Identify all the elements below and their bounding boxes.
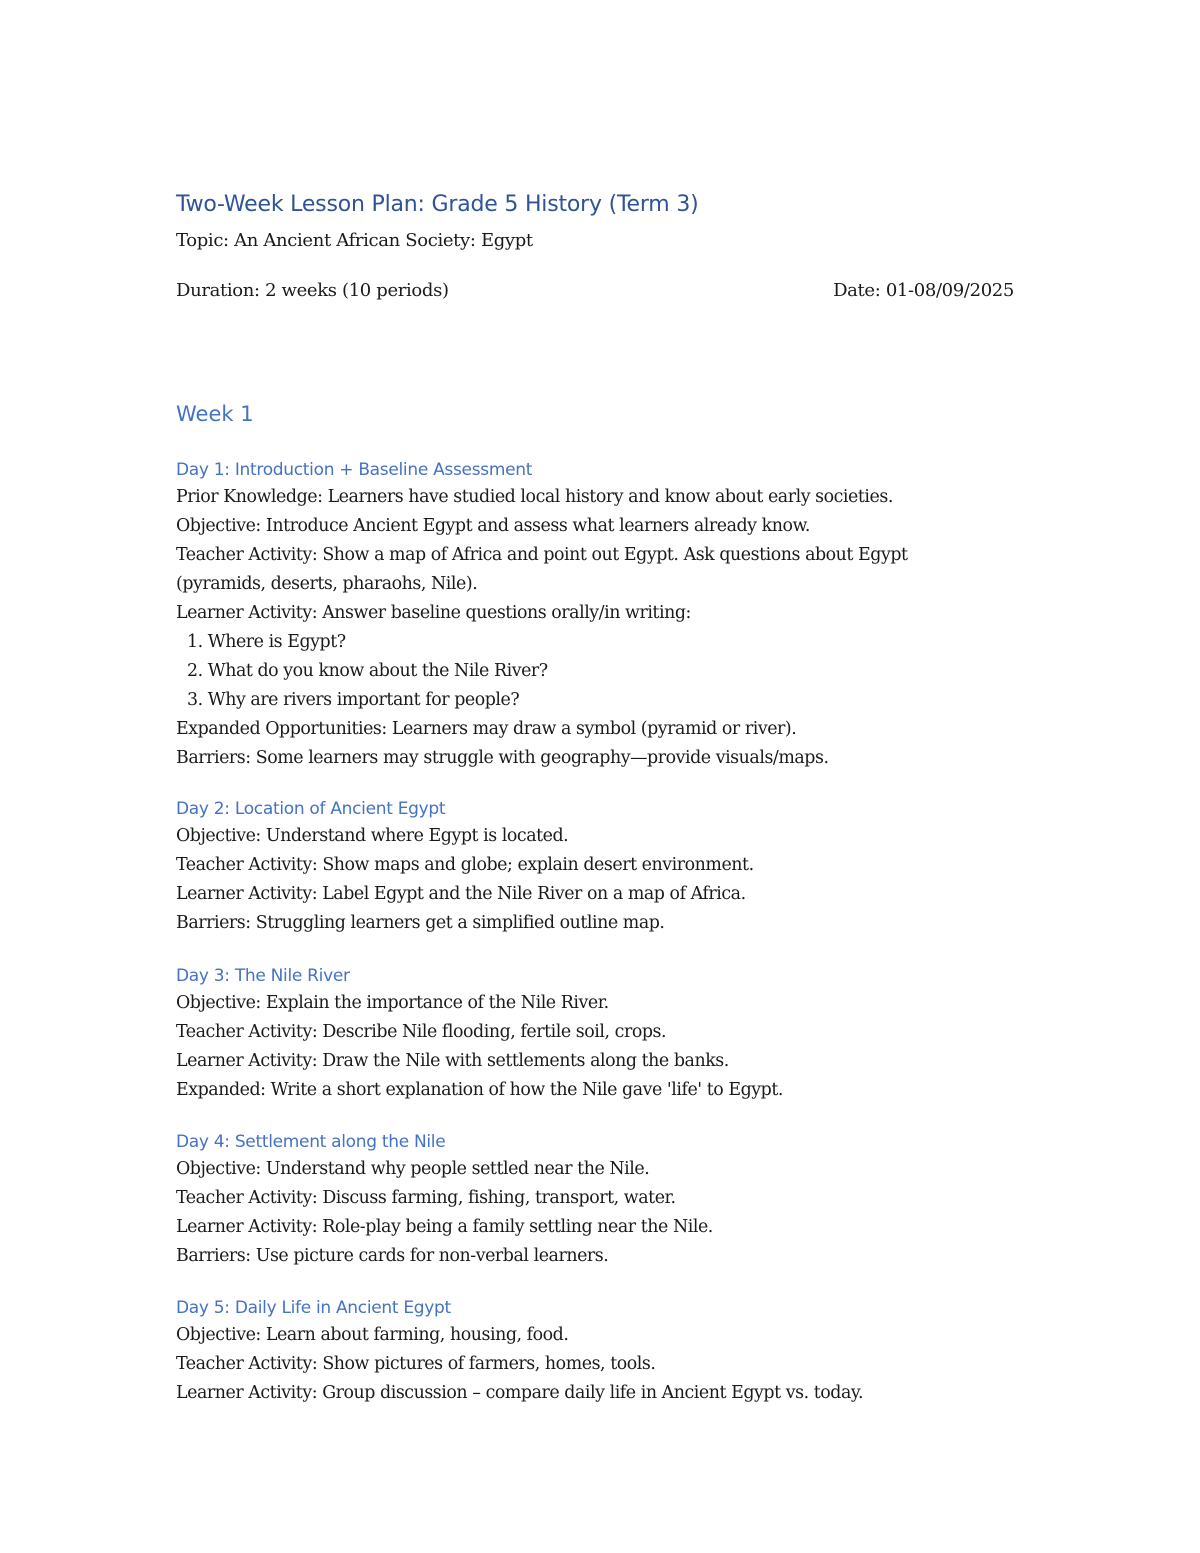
day-line: Expanded Opportunities: Learners may draw a symbol (pyramid or river). [176, 719, 797, 739]
day-heading: Day 1: Introduction + Baseline Assessment [176, 460, 533, 480]
day-line: Learner Activity: Label Egypt and the Nile River on a map of Africa. [176, 884, 746, 904]
day-heading: Day 3: The Nile River [176, 966, 350, 986]
day-line: Teacher Activity: Describe Nile flooding, fertile soil, crops. [176, 1022, 667, 1042]
numbered-item: 2. What do you know about the Nile River? [187, 661, 548, 681]
day-line: Learner Activity: Answer baseline questions orally/in writing: [176, 603, 691, 623]
day-line: Objective: Understand where Egypt is located. [176, 826, 569, 846]
day-line: Objective: Learn about farming, housing, food. [176, 1325, 569, 1345]
day-section-3 [176, 963, 1026, 1105]
meta-row [176, 276, 1014, 305]
day-section-2 [176, 796, 1026, 938]
day-line: Learner Activity: Role-play being a family settling near the Nile. [176, 1217, 713, 1237]
day-line: Barriers: Use picture cards for non-verbal learners. [176, 1246, 609, 1266]
day-line: Objective: Understand why people settled near the Nile. [176, 1159, 650, 1179]
document-title: Two-Week Lesson Plan: Grade 5 History (Term 3) [176, 192, 699, 217]
day-line: Teacher Activity: Discuss farming, fishing, transport, water. [176, 1188, 676, 1208]
day-line: Learner Activity: Group discussion – compare daily life in Ancient Egypt vs. today. [176, 1383, 864, 1403]
day-heading: Day 4: Settlement along the Nile [176, 1132, 446, 1152]
day-line: Teacher Activity: Show maps and globe; explain desert environment. [176, 855, 754, 875]
day-line: Expanded: Write a short explanation of how the Nile gave 'life' to Egypt. [176, 1080, 783, 1100]
day-line: Objective: Explain the importance of the Nile River. [176, 993, 609, 1013]
day-line: Barriers: Struggling learners get a simplified outline map. [176, 913, 665, 933]
day-heading: Day 2: Location of Ancient Egypt [176, 799, 446, 819]
day-line: Prior Knowledge: Learners have studied local history and know about early societies. [176, 487, 893, 507]
day-section-1 [176, 457, 1026, 773]
day-line: Learner Activity: Draw the Nile with settlements along the banks. [176, 1051, 729, 1071]
day-heading: Day 5: Daily Life in Ancient Egypt [176, 1298, 451, 1318]
day-line: Teacher Activity: Show a map of Africa and point out Egypt. Ask questions about Egypt [176, 545, 908, 565]
week-heading: Week 1 [176, 402, 254, 426]
duration-line: Duration: 2 weeks (10 periods) [176, 280, 449, 301]
day-line: (pyramids, deserts, pharaohs, Nile). [176, 574, 478, 594]
day-line: Objective: Introduce Ancient Egypt and assess what learners already know. [176, 516, 810, 536]
day-line: Teacher Activity: Show pictures of farmers, homes, tools. [176, 1354, 656, 1374]
day-section-5 [176, 1295, 1026, 1408]
day-line: Barriers: Some learners may struggle with geography—provide visuals/maps. [176, 748, 829, 768]
day-section-4 [176, 1129, 1026, 1271]
numbered-item: 1. Where is Egypt? [187, 632, 346, 652]
topic-line: Topic: An Ancient African Society: Egypt [176, 230, 533, 251]
date-line: Date: 01-08/09/2025 [833, 280, 1014, 301]
numbered-item: 3. Why are rivers important for people? [187, 690, 520, 710]
